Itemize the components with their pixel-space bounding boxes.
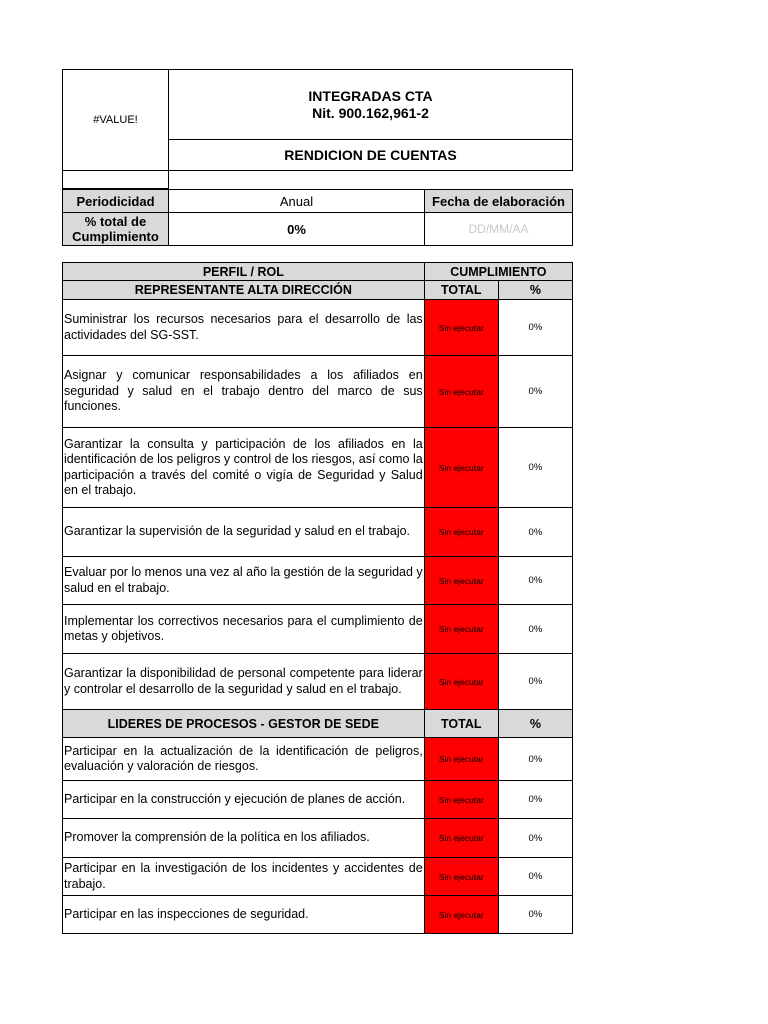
- row-description: Garantizar la supervisión de la seguridad y salud en el trabajo.: [63, 508, 425, 557]
- logo-cell: #VALUE!: [63, 70, 169, 171]
- percent-cell: 0%: [498, 858, 572, 896]
- table-row: [63, 557, 573, 605]
- fecha-value[interactable]: DD/MM/AA: [425, 213, 573, 246]
- document-title: RENDICION DE CUENTAS: [169, 140, 573, 171]
- status-cell[interactable]: Sin ejecutar: [424, 858, 498, 896]
- percent-cell: 0%: [498, 738, 572, 781]
- status-cell[interactable]: Sin ejecutar: [424, 557, 498, 605]
- table-row: [63, 896, 573, 934]
- row-description: Evaluar por lo menos una vez al año la gestión de la seguridad y salud en el trabajo.: [63, 557, 425, 605]
- percent-cell: 0%: [498, 896, 572, 934]
- percent-header: %: [498, 281, 572, 300]
- percent-cell: 0%: [498, 508, 572, 557]
- total-cumplimiento-label: % total de Cumplimiento: [63, 213, 169, 246]
- percent-cell: 0%: [498, 300, 572, 356]
- document-header: [62, 69, 573, 189]
- group-title: LIDERES DE PROCESOS - GESTOR DE SEDE: [63, 710, 425, 738]
- row-description: Garantizar la disponibilidad de personal competente para liderar y controlar el desarrollo de la seguridad y salud en el trabajo.: [63, 654, 425, 710]
- table-row: [63, 300, 573, 356]
- table-row: [63, 654, 573, 710]
- percent-cell: 0%: [498, 654, 572, 710]
- status-cell[interactable]: Sin ejecutar: [424, 605, 498, 654]
- cumplimiento-header: CUMPLIMIENTO: [424, 263, 572, 281]
- percent-cell: 0%: [498, 557, 572, 605]
- table-row: [63, 508, 573, 557]
- row-description: Participar en la construcción y ejecución de planes de acción.: [63, 781, 425, 819]
- header-spacer-cell: [63, 171, 169, 189]
- row-description: Participar en la actualización de la identificación de peligros, evaluación y valoración de riesgos.: [63, 738, 425, 781]
- status-cell[interactable]: Sin ejecutar: [424, 300, 498, 356]
- total-header: TOTAL: [424, 710, 498, 738]
- cumplimiento-table: [62, 262, 573, 934]
- perfil-rol-header: PERFIL / ROL: [63, 263, 425, 281]
- status-cell[interactable]: Sin ejecutar: [424, 508, 498, 557]
- total-cumplimiento-value: 0%: [169, 213, 425, 246]
- periodicidad-value[interactable]: Anual: [169, 190, 425, 213]
- status-cell[interactable]: Sin ejecutar: [424, 896, 498, 934]
- company-info: [169, 70, 573, 140]
- table-row: [63, 605, 573, 654]
- company-nit: Nit. 900.162,961-2: [312, 104, 429, 121]
- status-cell[interactable]: Sin ejecutar: [424, 819, 498, 858]
- percent-cell: 0%: [498, 356, 572, 428]
- row-description: Promover la comprensión de la política en los afiliados.: [63, 819, 425, 858]
- table-row: [63, 781, 573, 819]
- status-cell[interactable]: Sin ejecutar: [424, 738, 498, 781]
- row-description: Garantizar la consulta y participación de los afiliados en la identificación de los peligros y control de los riesgos, así como la participación a través del comité o vigía de Seguridad y Salud en el trabajo.: [63, 428, 425, 508]
- row-description: Suministrar los recursos necesarios para el desarrollo de las actividades del SG-SST.: [63, 300, 425, 356]
- percent-header: %: [498, 710, 572, 738]
- percent-cell: 0%: [498, 605, 572, 654]
- total-header: TOTAL: [424, 281, 498, 300]
- fecha-label: Fecha de elaboración: [425, 190, 573, 213]
- table-row: [63, 858, 573, 896]
- status-cell[interactable]: Sin ejecutar: [424, 428, 498, 508]
- row-description: Asignar y comunicar responsabilidades a los afiliados en seguridad y salud en el trabajo dentro del marco de sus funciones.: [63, 356, 425, 428]
- group-title: REPRESENTANTE ALTA DIRECCIÓN: [63, 281, 425, 300]
- info-table: [62, 189, 573, 246]
- periodicidad-label: Periodicidad: [63, 190, 169, 213]
- table-row: [63, 819, 573, 858]
- status-cell[interactable]: Sin ejecutar: [424, 356, 498, 428]
- row-description: Participar en la investigación de los incidentes y accidentes de trabajo.: [63, 858, 425, 896]
- company-name: INTEGRADAS CTA: [308, 87, 433, 104]
- status-cell[interactable]: Sin ejecutar: [424, 654, 498, 710]
- row-description: Participar en las inspecciones de seguridad.: [63, 896, 425, 934]
- percent-cell: 0%: [498, 819, 572, 858]
- table-row: [63, 738, 573, 781]
- status-cell[interactable]: Sin ejecutar: [424, 781, 498, 819]
- row-description: Implementar los correctivos necesarios para el cumplimiento de metas y objetivos.: [63, 605, 425, 654]
- table-row: [63, 428, 573, 508]
- percent-cell: 0%: [498, 428, 572, 508]
- table-row: [63, 356, 573, 428]
- percent-cell: 0%: [498, 781, 572, 819]
